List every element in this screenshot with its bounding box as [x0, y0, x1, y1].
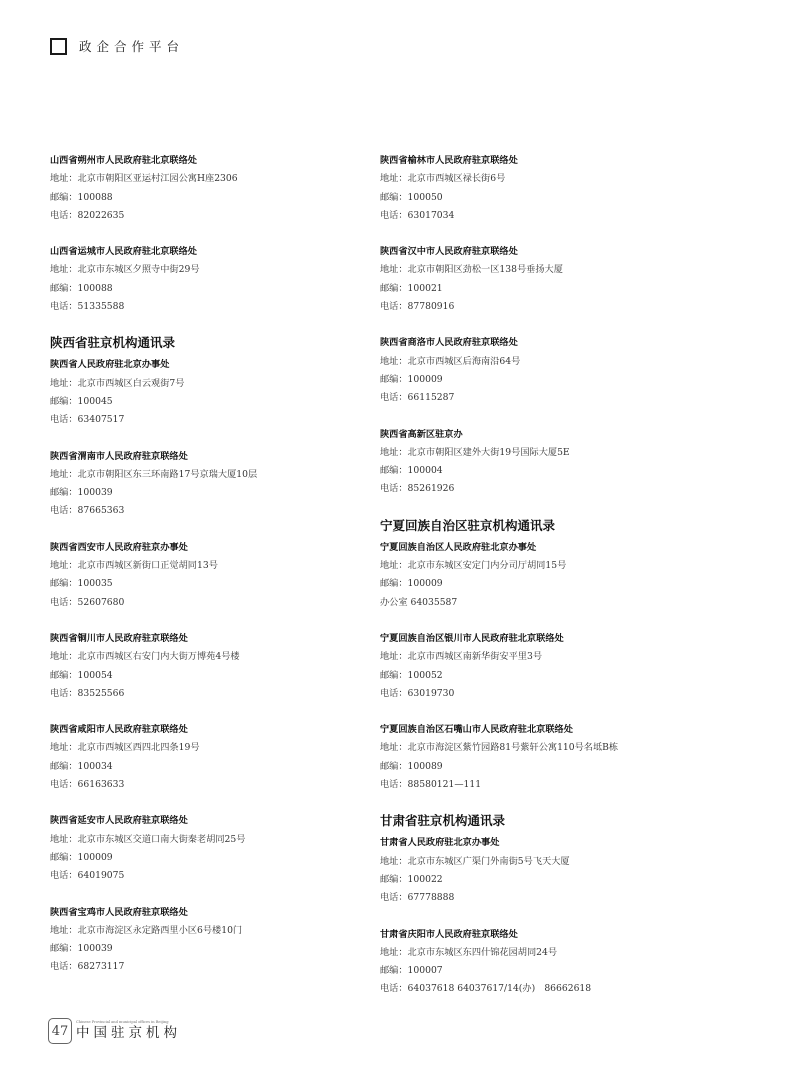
office-name: 陕西省咸阳市人民政府驻京联络处: [50, 724, 188, 736]
office-phone: 电话：63019730: [380, 687, 455, 699]
office-postcode: 邮编：100039: [50, 943, 113, 955]
office-postcode: 邮编：100034: [50, 760, 113, 772]
office-address: 地址：北京市朝阳区亚运村江园公寓H座2306: [50, 173, 238, 185]
office-postcode: 邮编：100054: [50, 669, 113, 681]
office-name: 陕西省宝鸡市人民政府驻京联络处: [50, 906, 188, 918]
office-entry: [380, 721, 700, 794]
office-name: 陕西省汉中市人民政府驻京联络处: [380, 246, 518, 258]
header-square-icon: [50, 38, 67, 55]
office-address: 地址：北京市东城区东四什锦花园胡同24号: [380, 946, 558, 958]
office-phone: 电话：87780916: [380, 301, 455, 313]
office-postcode: 邮编：100050: [380, 191, 443, 203]
office-entry: [380, 243, 700, 316]
header-title: 政企合作平台: [79, 39, 185, 54]
office-postcode: 邮编：100088: [50, 282, 113, 294]
office-postcode: 邮编：100039: [50, 487, 113, 499]
office-address: 地址：北京市东城区广渠门外南街5号飞天大厦: [380, 855, 570, 867]
office-postcode: 邮编：100007: [380, 965, 443, 977]
office-phone: 电话：63017034: [380, 209, 455, 221]
office-address: 地址：北京市西城区后海南沿64号: [380, 355, 521, 367]
office-entry: [380, 539, 700, 612]
office-postcode: 邮编：100009: [50, 851, 113, 863]
left-column: [50, 152, 360, 977]
office-name: 宁夏回族自治区石嘴山市人民政府驻北京联络处: [380, 724, 573, 736]
page-header: [50, 34, 184, 58]
office-postcode: 邮编：100035: [50, 578, 113, 590]
office-postcode: 邮编：100052: [380, 669, 443, 681]
section-title: 陕西省驻京机构通讯录: [50, 335, 176, 351]
office-name: 甘肃省庆阳市人民政府驻京联络处: [380, 928, 518, 940]
office-phone: 电话：68273117: [50, 961, 125, 973]
office-address: 地址：北京市海淀区永定路西里小区6号楼10门: [50, 924, 243, 936]
office-address: 地址：北京市东城区夕照寺中街29号: [50, 264, 200, 276]
office-phone: 电话：67778888: [380, 892, 455, 904]
office-phone: 电话：83525566: [50, 687, 125, 699]
office-entry: [50, 448, 360, 521]
office-address: 地址：北京市西城区新街口正觉胡同13号: [50, 560, 218, 572]
right-column: [380, 152, 700, 999]
office-address: 地址：北京市海淀区紫竹园路81号紫轩公寓110号名坻B栋: [380, 742, 619, 754]
office-address: 地址：北京市朝阳区东三环南路17号京瑞大厦10层: [50, 468, 258, 480]
office-postcode: 邮编：100089: [380, 760, 443, 772]
office-name: 甘肃省人民政府驻北京办事处: [380, 837, 500, 849]
office-name: 陕西省延安市人民政府驻京联络处: [50, 815, 188, 827]
office-phone: 电话：63407517: [50, 414, 125, 426]
office-postcode: 邮编：100021: [380, 282, 443, 294]
office-entry: [50, 243, 360, 316]
office-name: 陕西省西安市人民政府驻京办事处: [50, 541, 188, 553]
office-address: 地址：北京市西城区南新华街安平里3号: [380, 651, 543, 663]
office-entry: [380, 926, 700, 999]
office-name: 陕西省渭南市人民政府驻京联络处: [50, 450, 188, 462]
office-name: 陕西省商洛市人民政府驻京联络处: [380, 337, 518, 349]
office-postcode: 邮编：100009: [380, 578, 443, 590]
office-postcode: 邮编：100022: [380, 873, 443, 885]
office-phone: 电话：66115287: [380, 392, 455, 404]
footer-title: 中国驻京机构: [76, 1025, 181, 1041]
office-phone: 电话：87665363: [50, 505, 125, 517]
office-name: 陕西省榆林市人民政府驻京联络处: [380, 155, 518, 166]
office-entry: [50, 904, 360, 977]
office-postcode: 邮编：100045: [50, 395, 113, 407]
office-name: 山西省朔州市人民政府驻北京联络处: [50, 155, 197, 166]
office-name: 陕西省人民政府驻北京办事处: [50, 359, 170, 371]
office-name: 陕西省铜川市人民政府驻京联络处: [50, 632, 188, 644]
office-name: 山西省运城市人民政府驻北京联络处: [50, 246, 197, 258]
office-phone: 电话：64019075: [50, 870, 125, 882]
office-phone: 办公室 64035587: [380, 596, 458, 608]
office-name: 宁夏回族自治区人民政府驻北京办事处: [380, 541, 537, 553]
office-entry: [380, 152, 700, 225]
office-phone: 电话：51335588: [50, 301, 125, 313]
section-title: 宁夏回族自治区驻京机构通讯录: [380, 517, 556, 533]
office-entry: [50, 721, 360, 794]
page-footer: [48, 1016, 181, 1046]
office-entry: [380, 334, 700, 407]
office-address: 地址：北京市朝阳区建外大街19号国际大厦5E: [380, 446, 570, 458]
office-address: 地址：北京市西城区西四北四条19号: [50, 742, 200, 754]
office-postcode: 邮编：100009: [380, 373, 443, 385]
office-address: 地址：北京市西城区右安门内大街万博苑4号楼: [50, 651, 240, 663]
office-name: 宁夏回族自治区银川市人民政府驻北京联络处: [380, 632, 564, 644]
office-postcode: 邮编：100088: [50, 191, 113, 203]
office-phone: 电话：52607680: [50, 596, 125, 608]
office-phone: 电话：88580121—111: [380, 779, 482, 791]
office-address: 地址：北京市西城区白云观街7号: [50, 377, 185, 389]
section-title: 甘肃省驻京机构通讯录: [380, 813, 506, 829]
office-postcode: 邮编：100004: [380, 465, 443, 477]
office-entry: [50, 152, 360, 225]
page-number: 47: [48, 1018, 72, 1044]
office-phone: 电话：85261926: [380, 483, 455, 495]
office-entry: [50, 812, 360, 885]
office-phone: 电话：64037618 64037617/14(办) 86662618: [380, 983, 592, 995]
office-entry: [50, 630, 360, 703]
office-address: 地址：北京市东城区交道口南大街秦老胡同25号: [50, 833, 246, 845]
footer-subtitle: Chinese Provincial and municipal offices in Beijing: [76, 1020, 169, 1024]
office-entry: [380, 630, 700, 703]
office-address: 地址：北京市西城区禄长街6号: [380, 173, 506, 185]
office-entry: [50, 356, 360, 429]
office-address: 地址：北京市东城区安定门内分司厅胡同15号: [380, 560, 567, 572]
office-entry: [380, 834, 700, 907]
office-entry: [50, 539, 360, 612]
office-phone: 电话：82022635: [50, 209, 125, 221]
office-address: 地址：北京市朝阳区劲松一区138号垂扬大厦: [380, 264, 563, 276]
office-entry: [380, 426, 700, 499]
office-name: 陕西省高新区驻京办: [380, 428, 463, 440]
office-phone: 电话：66163633: [50, 779, 125, 791]
